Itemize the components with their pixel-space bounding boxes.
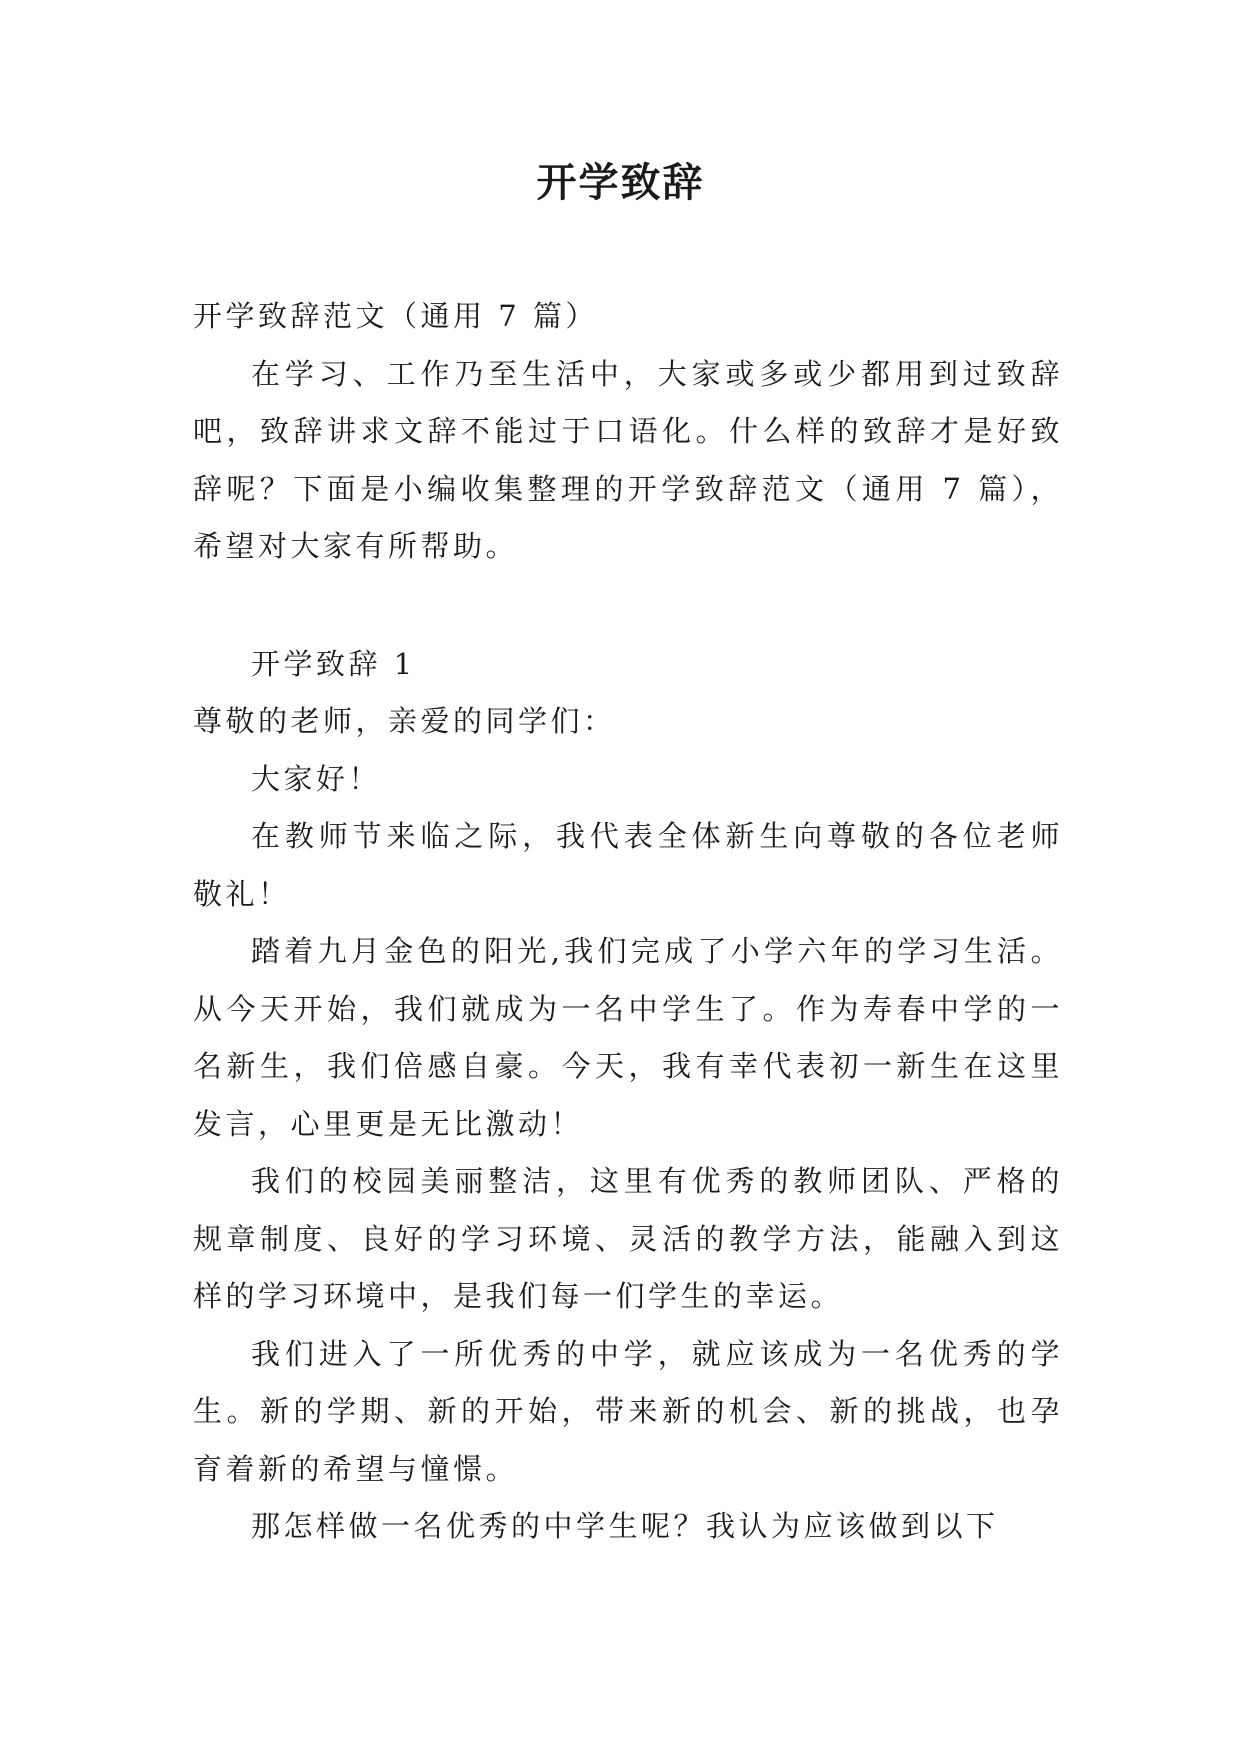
body-paragraph: 在教师节来临之际，我代表全体新生向尊敬的各位老师敬礼！: [193, 819, 1063, 911]
body-paragraph: 我们进入了一所优秀的中学，就应该成为一名优秀的学生。新的学期、新的开始，带来新的机会、新的挑战，也孕育着新的希望与憧憬。: [193, 1336, 1063, 1486]
body-paragraph: 踏着九月金色的阳光,我们完成了小学六年的学习生活。从今天开始，我们就成为一名中学生了。作为寿春中学的一名新生，我们倍感自豪。今天，我有幸代表初一新生在这里发言，心里更是无比激动！: [193, 934, 1063, 1141]
section-heading: 开学致辞 1: [251, 646, 416, 681]
document-title: 开学致辞: [536, 160, 705, 206]
document-body: [193, 288, 1063, 1556]
intro-paragraph: 在学习、工作乃至生活中，大家或多或少都用到过致辞吧，致辞讲求文辞不能过于口语化。什么样的致辞才是好致辞呢？下面是小编收集整理的开学致辞范文（通用 7 篇），希望对大家有所帮助。: [193, 356, 1063, 563]
body-paragraph: 那怎样做一名优秀的中学生呢？我认为应该做到以下: [251, 1509, 999, 1543]
paragraph-gap: [193, 576, 1063, 636]
greeting: 大家好！: [251, 761, 382, 796]
document-subtitle: 开学致辞范文（通用 7 篇）: [193, 299, 598, 333]
salutation: 尊敬的老师，亲爱的同学们：: [193, 704, 616, 738]
body-paragraph: 我们的校园美丽整洁，这里有优秀的教师团队、严格的规章制度、良好的学习环境、灵活的教学方法，能融入到这样的学习环境中，是我们每一们学生的幸运。: [193, 1164, 1063, 1313]
